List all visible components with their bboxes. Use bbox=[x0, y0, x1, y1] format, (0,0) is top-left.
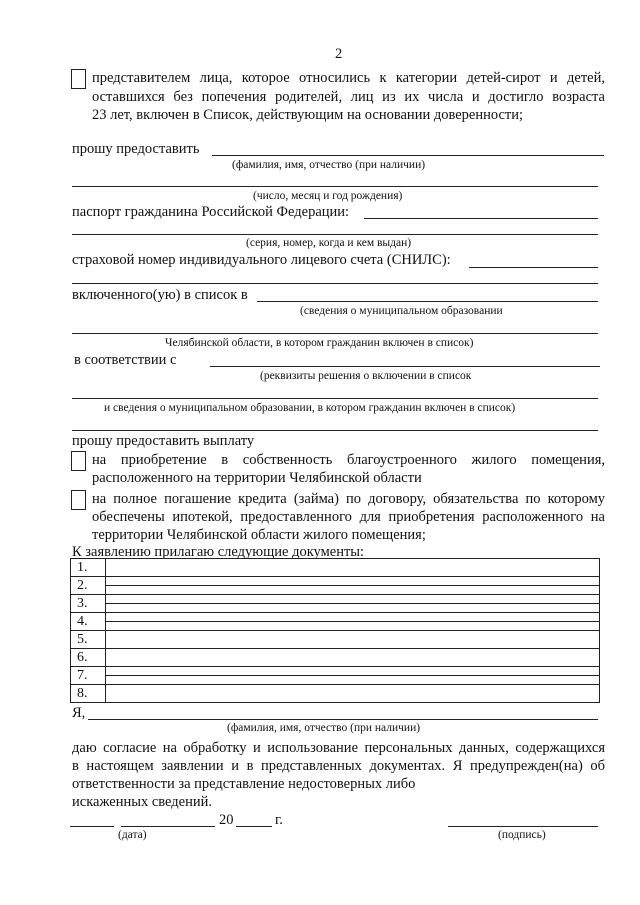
decision-hint-2: и сведения о муниципальном образовании, в котором гражданин включен в список) bbox=[104, 402, 516, 414]
passport-field-line[interactable] bbox=[364, 218, 598, 219]
document-row-number: 5. bbox=[71, 631, 106, 649]
date-hint: (дата) bbox=[118, 829, 147, 841]
document-row-field[interactable] bbox=[106, 595, 600, 613]
document-row bbox=[71, 649, 600, 667]
document-row bbox=[71, 595, 600, 613]
fio-field-line[interactable] bbox=[212, 155, 604, 156]
date-year-line[interactable] bbox=[236, 826, 272, 827]
document-row-field[interactable] bbox=[106, 577, 600, 595]
document-row bbox=[71, 559, 600, 577]
representative-line-2: оставшихся без попечения родителей, лиц из их числа и достигло возраста bbox=[92, 89, 605, 105]
passport-hint: (серия, номер, когда и кем выдан) bbox=[246, 237, 412, 249]
decision-field-line[interactable] bbox=[210, 366, 600, 367]
consent-line-2: в настоящем заявлении и в представленных документах. Я предупрежден(на) об bbox=[72, 758, 605, 774]
document-row bbox=[71, 631, 600, 649]
accordance-label: в соответствии с bbox=[74, 352, 177, 368]
documents-heading: К заявлению прилагаю следующие документы: bbox=[72, 544, 365, 560]
dob-field-line[interactable] bbox=[72, 186, 598, 187]
documents-table bbox=[70, 558, 600, 703]
representative-line-1: представителем лица, которое относились к категории детей-сирот и детей, bbox=[92, 70, 605, 86]
snils-field-line[interactable] bbox=[469, 267, 598, 268]
municipal-field-line[interactable] bbox=[257, 301, 598, 302]
signature-hint: (подпись) bbox=[498, 829, 546, 841]
year-suffix: г. bbox=[275, 812, 283, 828]
document-row-field[interactable] bbox=[106, 685, 600, 703]
checkbox-representative[interactable] bbox=[71, 69, 86, 89]
purchase-line-1: на приобретение в собственность благоустроенного жилого помещения, bbox=[92, 452, 605, 468]
included-label: включенного(ую) в список в bbox=[72, 287, 248, 303]
date-month-line[interactable] bbox=[121, 826, 215, 827]
i-label: Я, bbox=[72, 705, 86, 721]
snils-field-line-2[interactable] bbox=[72, 283, 598, 284]
request-label: прошу предоставить bbox=[72, 141, 200, 157]
document-row-number: 7. bbox=[71, 667, 106, 685]
document-row-number: 3. bbox=[71, 595, 106, 613]
document-row bbox=[71, 685, 600, 703]
snils-label: страховой номер индивидуального лицевого счета (СНИЛС): bbox=[72, 252, 451, 268]
consent-line-3: ответственности за представление недостоверных либо bbox=[72, 776, 416, 792]
checkbox-purchase[interactable] bbox=[71, 451, 86, 471]
loan-line-2: обеспечены ипотекой, предоставленного для приобретения расположенного на bbox=[92, 509, 605, 525]
decision-field-line-2[interactable] bbox=[72, 398, 598, 399]
applicant-fio-line[interactable] bbox=[88, 719, 598, 720]
date-day-line[interactable] bbox=[70, 826, 114, 827]
document-row-number: 8. bbox=[71, 685, 106, 703]
purchase-line-2: расположенного на территории Челябинской области bbox=[92, 470, 422, 486]
year-prefix: 20 bbox=[219, 812, 234, 828]
decision-field-line-3[interactable] bbox=[72, 430, 598, 431]
fio-hint: (фамилия, имя, отчество (при наличии) bbox=[232, 159, 426, 171]
signature-line[interactable] bbox=[448, 826, 598, 827]
document-row bbox=[71, 577, 600, 595]
document-row-number: 4. bbox=[71, 613, 106, 631]
document-row-number: 2. bbox=[71, 577, 106, 595]
municipal-field-line-2[interactable] bbox=[72, 333, 598, 334]
consent-line-1: даю согласие на обработку и использование персональных данных, содержащихся bbox=[72, 740, 605, 756]
municipal-hint: (сведения о муниципальном образовании bbox=[300, 305, 503, 317]
payment-request-label: прошу предоставить выплату bbox=[72, 433, 255, 449]
fio-hint-2: (фамилия, имя, отчество (при наличии) bbox=[227, 722, 421, 734]
page-number: 2 bbox=[335, 46, 343, 62]
loan-line-1: на полное погашение кредита (займа) по договору, обязательства по которому bbox=[92, 491, 605, 507]
document-row-field[interactable] bbox=[106, 631, 600, 649]
document-row-field[interactable] bbox=[106, 613, 600, 631]
loan-line-3: территории Челябинской области жилого помещения; bbox=[92, 527, 426, 543]
document-row-field[interactable] bbox=[106, 649, 600, 667]
document-row-field[interactable] bbox=[106, 667, 600, 685]
document-row-number: 6. bbox=[71, 649, 106, 667]
consent-line-4: искаженных сведений. bbox=[72, 794, 213, 810]
document-row-field[interactable] bbox=[106, 559, 600, 577]
passport-label: паспорт гражданина Российской Федерации: bbox=[72, 204, 350, 220]
decision-hint: (реквизиты решения о включении в список bbox=[260, 370, 472, 382]
document-row bbox=[71, 613, 600, 631]
document-row bbox=[71, 667, 600, 685]
document-row-number: 1. bbox=[71, 559, 106, 577]
checkbox-loan[interactable] bbox=[71, 490, 86, 510]
representative-line-3: 23 лет, включен в Список, действующим на основании доверенности; bbox=[92, 107, 524, 123]
chelyabinsk-hint: Челябинской области, в котором гражданин включен в список) bbox=[165, 337, 474, 349]
passport-field-line-2[interactable] bbox=[72, 234, 598, 235]
dob-hint: (число, месяц и год рождения) bbox=[253, 190, 403, 202]
